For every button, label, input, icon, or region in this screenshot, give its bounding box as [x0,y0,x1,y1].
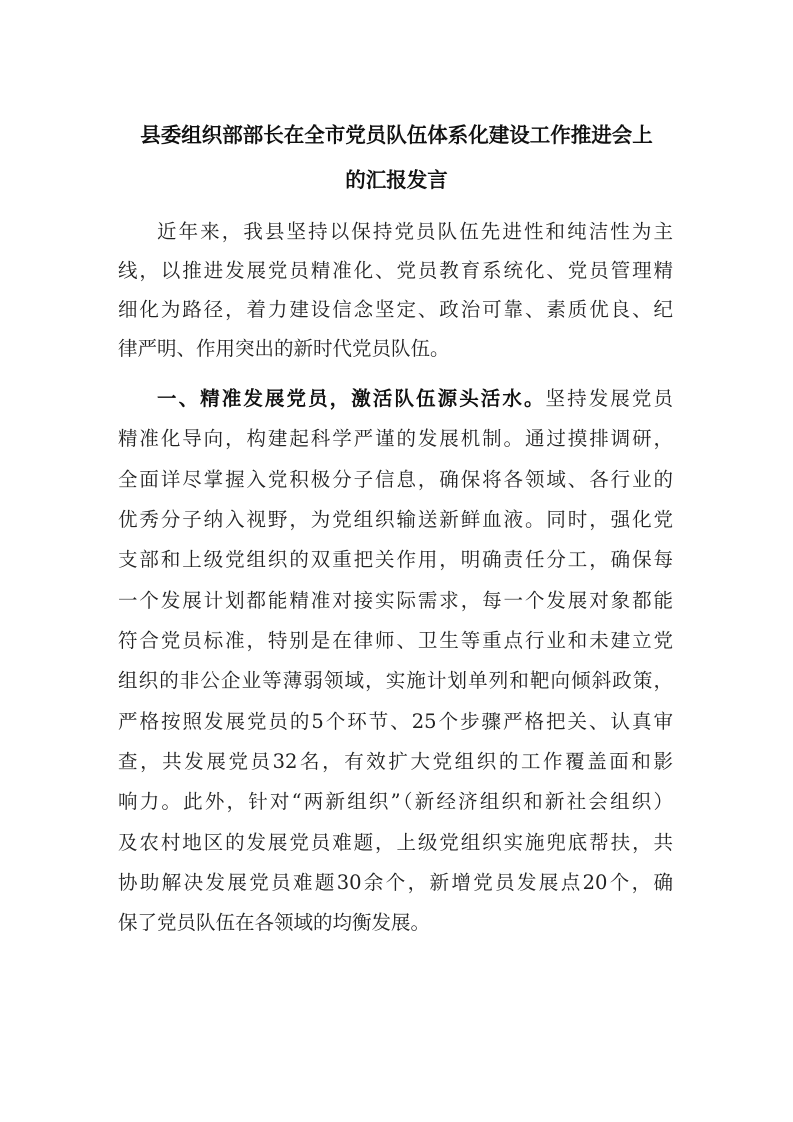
section1-line: 组织的非公企业等薄弱领域，实施计划单列和靶向倾斜政策， [118,669,673,692]
section1-line: 优秀分子纳入视野，为党组织输送新鲜血液。同时，强化党 [118,508,673,531]
section1-line: 全面详尽掌握入党积极分子信息，确保将各领域、各行业的 [118,468,673,491]
section1-line: 支部和上级党组织的双重把关作用，明确责任分工，确保每 [118,548,673,571]
section1-line: 精准化导向，构建起科学严谨的发展机制。通过摸排调研， [118,427,673,450]
section1-heading: 一、精准发展党员，激活队伍源头活水。 [157,387,546,410]
section1-line: 严格按照发展党员的5个环节、25个步骤严格把关、认真审 [118,710,673,733]
intro-line-4: 律严明、作用突出的新时代党员队伍。 [118,337,450,360]
document-title-line-1: 县委组织部部长在全市党员队伍体系化建设工作推进会上 [140,123,653,147]
section1-line: 符合党员标准，特别是在律师、卫生等重点行业和未建立党 [118,629,673,652]
section1-line: 响力。此外，针对“两新组织”（新经济组织和新社会组织） [118,790,673,813]
section1-line: 一个发展计划都能精准对接实际需求，每一个发展对象都能 [118,589,673,612]
section1-line: 及农村地区的发展党员难题，上级党组织实施兜底帮扶，共 [118,831,673,854]
intro-line-1: 近年来，我县坚持以保持党员队伍先进性和纯洁性为主 [157,220,673,243]
section1-line: 保了党员队伍在各领域的均衡发展。 [118,911,431,934]
section1-first-line-rest: 坚持发展党员 [545,387,673,410]
intro-line-2: 线，以推进发展党员精准化、党员教育系统化、党员管理精 [118,259,673,282]
section1-first-line [118,385,673,413]
document-title-line-2: 的汇报发言 [345,168,448,192]
section1-line: 协助解决发展党员难题30余个，新增党员发展点20个，确 [118,871,673,894]
intro-line-3: 细化为路径，着力建设信念坚定、政治可靠、素质优良、纪 [118,298,673,321]
section1-line: 查，共发展党员32名，有效扩大党组织的工作覆盖面和影 [118,750,673,773]
